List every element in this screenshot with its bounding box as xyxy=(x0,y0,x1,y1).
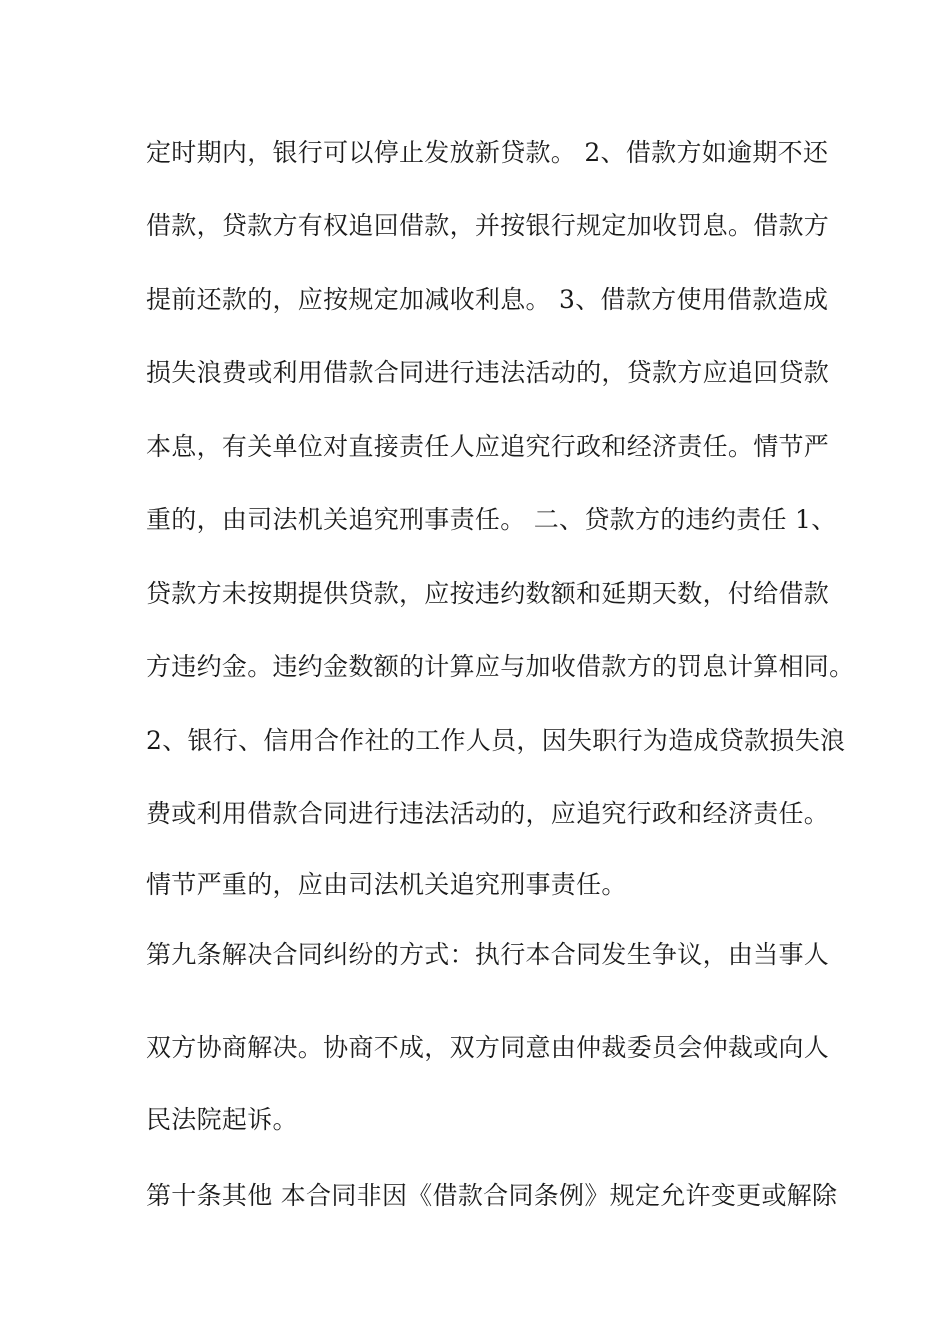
text-line: 费或利用借款合同进行违法活动的，应追究行政和经济责任。 xyxy=(146,799,830,828)
text-line: 情节严重的，应由司法机关追究刑事责任。 xyxy=(146,870,627,899)
text-line: 双方协商解决。协商不成，双方同意由仲裁委员会仲裁或向人 xyxy=(146,1033,830,1062)
text-line: 贷款方未按期提供贷款，应按违约数额和延期天数，付给借款 xyxy=(146,579,830,608)
text-line: 损失浪费或利用借款合同进行违法活动的，贷款方应追回贷款 xyxy=(146,358,830,387)
text-line: 重的，由司法机关追究刑事责任。 二、贷款方的违约责任 1、 xyxy=(146,505,837,534)
text-line: 方违约金。违约金数额的计算应与加收借款方的罚息计算相同。 xyxy=(146,652,855,681)
text-line: 2、银行、信用合作社的工作人员，因失职行为造成贷款损失浪 xyxy=(146,726,846,755)
text-line: 民法院起诉。 xyxy=(146,1105,298,1134)
text-line: 本息，有关单位对直接责任人应追究行政和经济责任。情节严 xyxy=(146,432,830,461)
text-line: 借款，贷款方有权追回借款，并按银行规定加收罚息。借款方 xyxy=(146,211,830,240)
text-line: 第九条解决合同纠纷的方式：执行本合同发生争议，由当事人 xyxy=(146,940,830,969)
text-line: 定时期内，银行可以停止发放新贷款。 2、借款方如逾期不还 xyxy=(146,138,829,167)
text-line: 提前还款的，应按规定加减收利息。 3、借款方使用借款造成 xyxy=(146,285,829,314)
text-line: 第十条其他 本合同非因《借款合同条例》规定允许变更或解除 xyxy=(146,1181,838,1210)
